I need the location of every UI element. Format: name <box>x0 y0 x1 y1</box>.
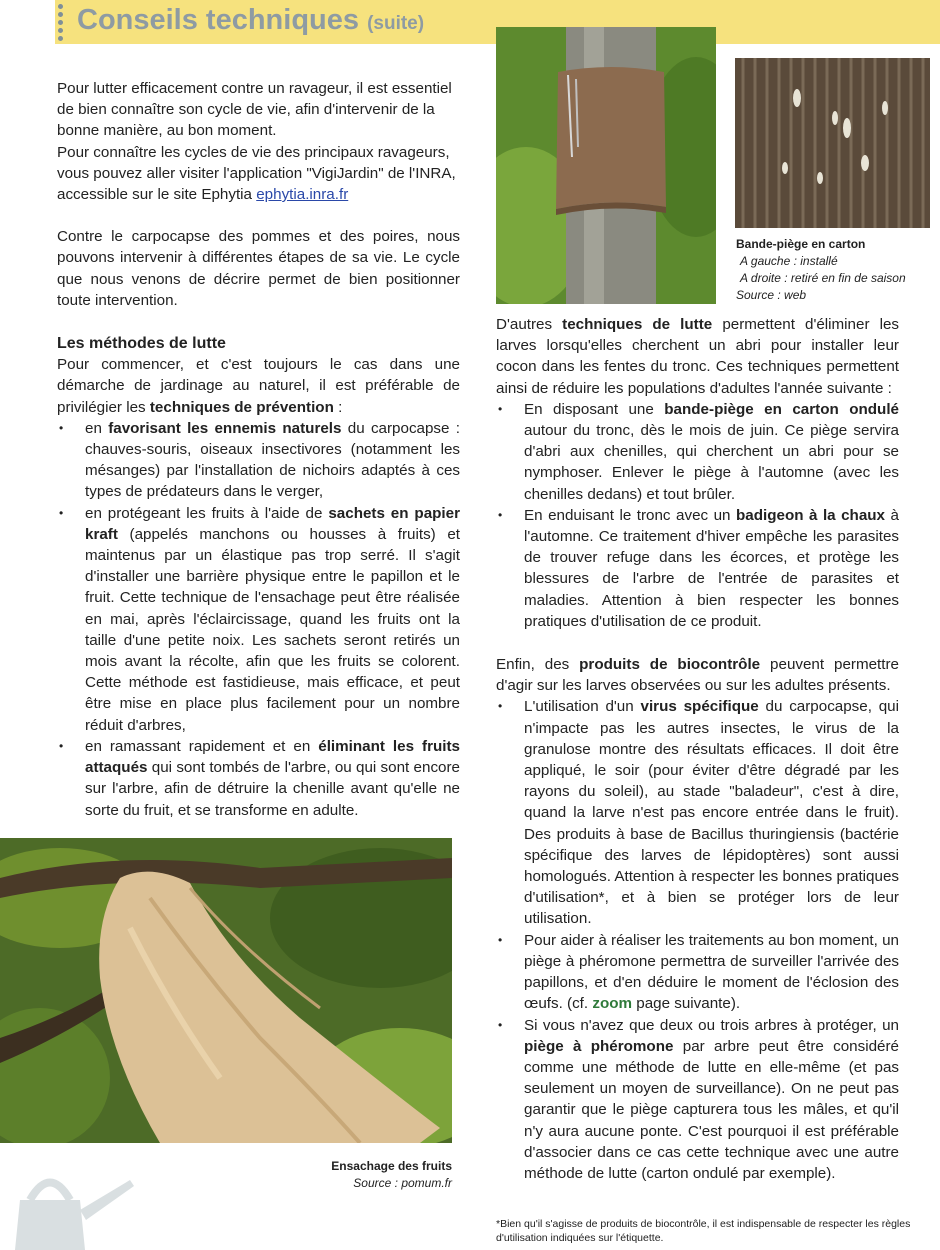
list-item: • En enduisant le tronc avec un badigeon à la chaux à l'automne. Ce traitement d'hiver empêche les parasites de trouver refuge dans les écorces, et protège les blessures de l'arbre de l'entrée de parasites et maladies. Attention à bien respecter les bonnes pratiques d'utilisation de ce produit. <box>496 505 899 632</box>
caption-left: A gauche : installé <box>740 254 838 268</box>
caption-source: Source : web <box>736 288 807 302</box>
intro-paragraph-3: Contre le carpocapse des pommes et des poires, nous pouvons intervenir à différentes étapes de sa vie. Le cycle que nous venons de décrire permet de bien positionner toute intervention. <box>57 228 460 309</box>
list-item: • L'utilisation d'un virus spécifique du carpocapse, qui n'impacte pas les autres insectes, le virus de la granulose montre des résultats efficaces. Il doit être appliqué, le soir (pour éviter d'être dégradé par les rayons du soleil), au stade "baladeur", c'est à dire, quand la larve n'est pas encore entrée dans le fruit). Des produits à base de Bacillus thuringiensis (bactérie spécifique des larves de lépidoptères) sont aussi homologués. Attention à respecter les bonnes pratiques d'utilisation*, et à bien se protéger lors de leur utilisation. <box>496 696 899 929</box>
list-item: • en protégeant les fruits à l'aide de sachets en papier kraft (appelés manchons ou housses à fruits) et maintenus par un élastique pas trop serré. Il s'agit d'installer une barrière physique entre le papillon et le fruit. Cette technique de l'ensachage peut être réalisée en mai, après l'éclaircissage, quand les fruits ont la taille d'une petite noix. Les sachets seront retirés un mois avant la récolte, afin que les fruits se colorent. Cette méthode est fastidieuse, mais efficace, et peut être mise en place plus facilement pour un nombre réduit d'arbres, <box>57 503 460 736</box>
fruit-bag-photo <box>0 838 452 1143</box>
intro-line: vous pouvez aller visiter l'application "VigiJardin" de l'INRA, <box>57 164 456 182</box>
right-paragraph-1: D'autres techniques de lutte permettent d'éliminer les larves lorsqu'elles cherchent un abri pour installer leur cocon dans les fentes du tronc. Ces techniques permettent ainsi de réduire les populations d'adultes l'année suivante : <box>496 316 899 397</box>
list-item: • Si vous n'avez que deux ou trois arbres à protéger, un piège à phéromone par arbre peut être considéré comme une méthode de lutte en elle-même (et pas seulement un moyen de surveillance). On ne peut pas garantir que le piège capturera tous les mâles, et qu'il n'y aura aucune ponte. C'est pourquoi il est préférable d'associer dans ce cas cette technique avec une autre méthode de lutte (carton ondulé par exemple). <box>496 1015 899 1185</box>
left-column <box>57 78 460 821</box>
list-item: • En disposant une bande-piège en carton ondulé autour du tronc, dès le mois de juin. Ce piège servira d'abri aux chenilles, qui cherchent un abri pour se nymphoser. Enlever le piège à l'automne (avec les chenilles dedans) et tout brûler. <box>496 399 899 505</box>
right-column <box>496 314 899 1184</box>
right-paragraph-2: Enfin, des produits de biocontrôle peuvent permettre d'agir sur les larves observées ou sur les adultes présents. <box>496 656 899 695</box>
ephytia-link[interactable]: ephytia.inra.fr <box>256 186 349 204</box>
list-item: • en ramassant rapidement et en éliminant les fruits attaqués qui sont tombés de l'arbre, ou qui sont encore sur l'arbre, afin de détruire la chenille avant qu'elle ne sorte du fruit, et se transforme en adulte. <box>57 736 460 821</box>
intro-line: de bien connaître son cycle de vie, afin d'intervenir de la <box>57 101 435 119</box>
biocontrol-list <box>496 696 899 1184</box>
intro-line: bonne manière, au bon moment. <box>57 122 277 140</box>
methods-heading: Les méthodes de lutte <box>57 335 226 353</box>
caption-source: Source : pomum.fr <box>353 1176 452 1190</box>
trunk-trap-photo <box>496 27 716 304</box>
caption-title: Ensachage des fruits <box>331 1159 452 1173</box>
prevention-list <box>57 418 460 821</box>
page-title <box>77 4 424 37</box>
lead-post: : <box>333 398 343 416</box>
title-suite: (suite) <box>367 13 425 34</box>
title-text: Conseils techniques <box>77 4 360 36</box>
header-dots <box>58 4 64 44</box>
list-item: • Pour aider à réaliser les traitements au bon moment, un piège à phéromone permettra de surveiller l'arrivée des papillons, et d'en déduire le moment de l'éclosion des œufs. (cf. zoom page suivante). <box>496 930 899 1015</box>
methods-lead <box>57 354 460 418</box>
list-item: • en favorisant les ennemis naturels du carpocapse : chauves-souris, oiseaux insectivores (notamment les mésanges) par l'installation de nichoirs adaptés à ces types de prédateurs dans le verger, <box>57 418 460 503</box>
zoom-ref: zoom <box>592 995 633 1013</box>
fruit-bag-caption <box>300 1158 452 1192</box>
caption-right: A droite : retiré en fin de saison <box>740 271 906 285</box>
watering-can-icon <box>0 1160 140 1250</box>
intro-line: Pour lutter efficacement contre un ravageur, il est essentiel <box>57 80 452 97</box>
lead-bold: techniques de prévention <box>149 398 334 416</box>
footnote: *Bien qu'il s'agisse de produits de biocontrôle, il est indispensable de respecter les règles d'utilisation indiquées sur l'étiquette. <box>496 1218 911 1244</box>
caption-title: Bande-piège en carton <box>736 237 866 251</box>
intro-line: Pour connaître les cycles de vie des principaux ravageurs, <box>57 143 450 161</box>
intro-paragraph-1 <box>57 78 460 142</box>
lead-text: Pour commencer, et c'est toujours le cas dans une démarche de jardinage au naturel, il est préférable de privilégier les <box>57 356 460 416</box>
control-list <box>496 399 899 632</box>
cardboard-photo <box>735 58 930 228</box>
intro-line: accessible sur le site Ephytia <box>57 186 252 204</box>
intro-paragraph-2 <box>57 142 460 206</box>
trap-caption <box>736 236 936 304</box>
